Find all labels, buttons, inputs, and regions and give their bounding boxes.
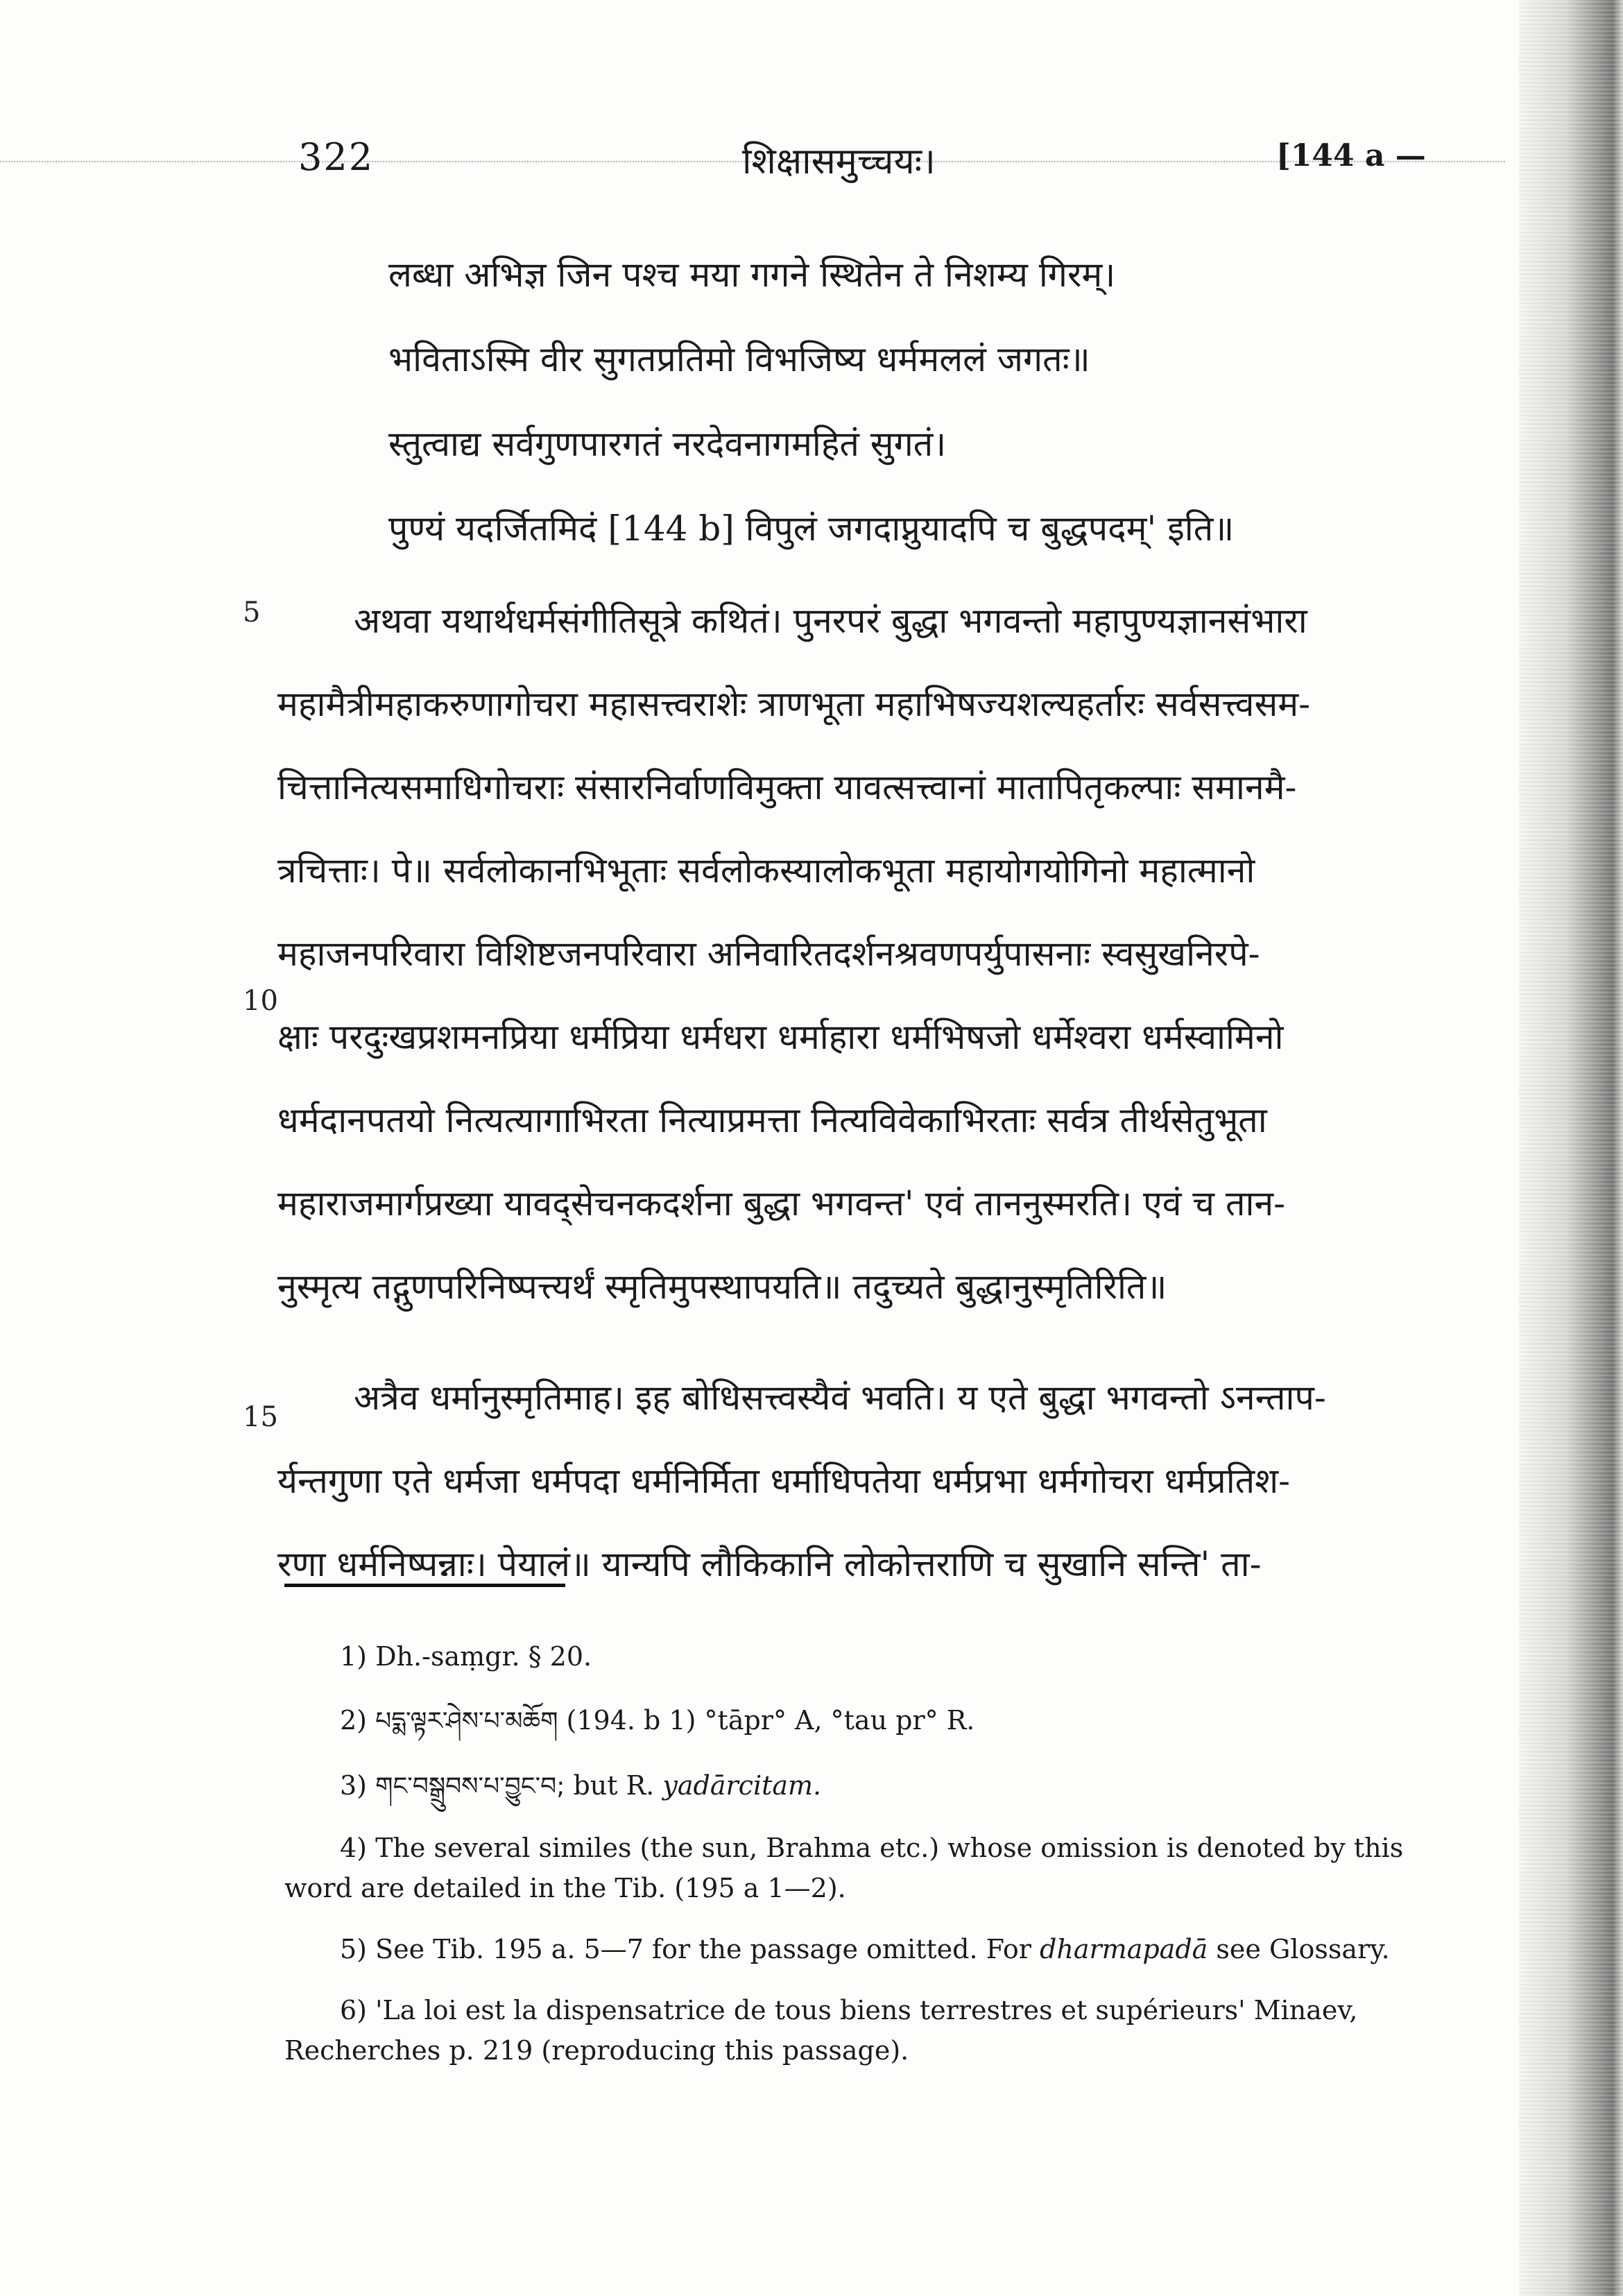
prose-line: नुस्मृत्य तद्गुणपरिनिष्पत्त्यर्थं स्मृतिमुपस्थापयति॥ तदुच्यते बुद्धानुस्मृतिरिति॥ xyxy=(277,1267,1167,1307)
page-number: 322 xyxy=(298,135,375,179)
footnote-text: but R. xyxy=(573,1770,655,1801)
prose-line: महामैत्रीमहाकरुणागोचरा महासत्त्वराशेः त्राणभूता महाभिषज्यशल्यहर्तारः सर्वसत्त्वसम- xyxy=(277,684,1311,724)
footnote-2 xyxy=(284,1697,1422,1745)
tibetan-text: གང་བསྒྲུབས་པ་བྱུང་བ; xyxy=(375,1772,565,1801)
footnote-4: 4) The several similes (the sun, Brahma etc.) whose omission is denoted by this word are detailed in the Tib. (195 a 1—2). xyxy=(284,1833,1404,1903)
verse-line: भविताऽस्मि वीर सुगतप्रतिमो विभजिष्य धर्ममललं जगतः॥ xyxy=(388,339,1090,379)
footnote-6: 6) 'La loi est la dispensatrice de tous biens terrestres et supérieurs' Minaev, Recherches p. 219 (reproducing this passage). xyxy=(284,1995,1358,2066)
prose-line: चित्तानित्यसमाधिगोचराः संसारनिर्वाणविमुक्ता यावत्सत्त्वानां मातापितृकल्पाः समानमै- xyxy=(277,767,1297,807)
scan-page-edge xyxy=(1519,0,1623,2296)
footnote-italic: yadārcitam. xyxy=(662,1770,822,1801)
footnote-label: 3) xyxy=(340,1770,368,1801)
prose-line: धर्मदानपतयो नित्यत्यागाभिरता नित्याप्रमत्ता नित्यविवेकाभिरताः सर्वत्र तीर्थसेतुभूता xyxy=(277,1100,1267,1140)
footnote-3 xyxy=(284,1763,1422,1810)
line-number: 5 xyxy=(243,597,261,628)
footnote-label: 2) xyxy=(340,1705,368,1736)
page-header xyxy=(0,135,1457,198)
verse-block xyxy=(388,232,1429,571)
line-number: 10 xyxy=(243,985,278,1017)
footnote-text: see Glossary. xyxy=(1216,1934,1390,1964)
prose-line: क्षाः परदुःखप्रशमनप्रिया धर्मप्रिया धर्मधरा धर्माहारा धर्मभिषजो धर्मेश्वरा धर्मस्वामिनो xyxy=(277,1017,1284,1057)
prose-line: अत्रैव धर्मानुस्मृतिमाह। इह बोधिसत्त्वस्यैवं भवति। य एते बुद्धा भगवन्तो ऽनन्ताप- xyxy=(354,1378,1326,1418)
prose-body xyxy=(277,579,1443,1606)
prose-line: र्यन्तगुणा एते धर्मजा धर्मपदा धर्मनिर्मिता धर्माधिपतेया धर्मप्रभा धर्मगोचरा धर्मप्रतिश- xyxy=(277,1461,1291,1501)
running-title: शिक्षासमुच्चयः। xyxy=(742,141,936,182)
prose-line: महाराजमार्गप्रख्या यावद्सेचनकदर्शना बुद्धा भगवन्त' एवं ताननुस्मरति। एवं च तान- xyxy=(277,1183,1286,1224)
prose-line: रणा धर्मनिष्पन्नाः। पेयालं॥ यान्यपि लौकिकानि लोकोत्तराणि च सुखानि सन्ति' ता- xyxy=(277,1544,1262,1584)
prose-line: त्रचित्ताः। पे॥ सर्वलोकानभिभूताः सर्वलोकस्यालोकभूता महायोगयोगिनो महात्मानो xyxy=(277,850,1255,891)
footnote-text: 5) See Tib. 195 a. 5—7 for the passage omitted. For xyxy=(340,1934,1031,1964)
footnote-1: 1) Dh.-saṃgr. § 20. xyxy=(340,1641,592,1672)
verse-line: स्तुत्वाद्य सर्वगुणपारगतं नरदेवनागमहितं सुगतं। xyxy=(388,424,947,464)
footnote-italic: dharmapadā xyxy=(1040,1934,1208,1964)
verse-line: पुण्यं यदर्जितमिदं [144 b] विपुलं जगदाप्नुयादपि च बुद्धपदम्' इति॥ xyxy=(388,508,1235,549)
tibetan-text: པདྨ་ལྟར་ཤེས་པ་མཆོག xyxy=(375,1707,558,1736)
prose-line: महाजनपरिवारा विशिष्टजनपरिवारा अनिवारितदर्शनश्रवणपर्युपासनाः स्वसुखनिरपे- xyxy=(277,934,1260,974)
footnote-text: (194. b 1) °tāpr° A, °tau pr° R. xyxy=(566,1705,975,1736)
verse-line: लब्धा अभिज्ञ जिन पश्च मया गगने स्थितेन ते निशम्य गिरम्। xyxy=(388,255,1116,295)
footnotes xyxy=(284,1634,1422,2089)
footnote-rule xyxy=(284,1584,565,1587)
footnote-5 xyxy=(284,1926,1422,1972)
prose-line: अथवा यथार्थधर्मसंगीतिसूत्रे कथितं। पुनरपरं बुद्धा भगवन्तो महापुण्यज्ञानसंभारा xyxy=(354,601,1307,641)
line-number: 15 xyxy=(243,1401,278,1433)
folio-reference: [144 a — xyxy=(1276,138,1426,173)
paragraph-gap xyxy=(277,1328,1443,1356)
